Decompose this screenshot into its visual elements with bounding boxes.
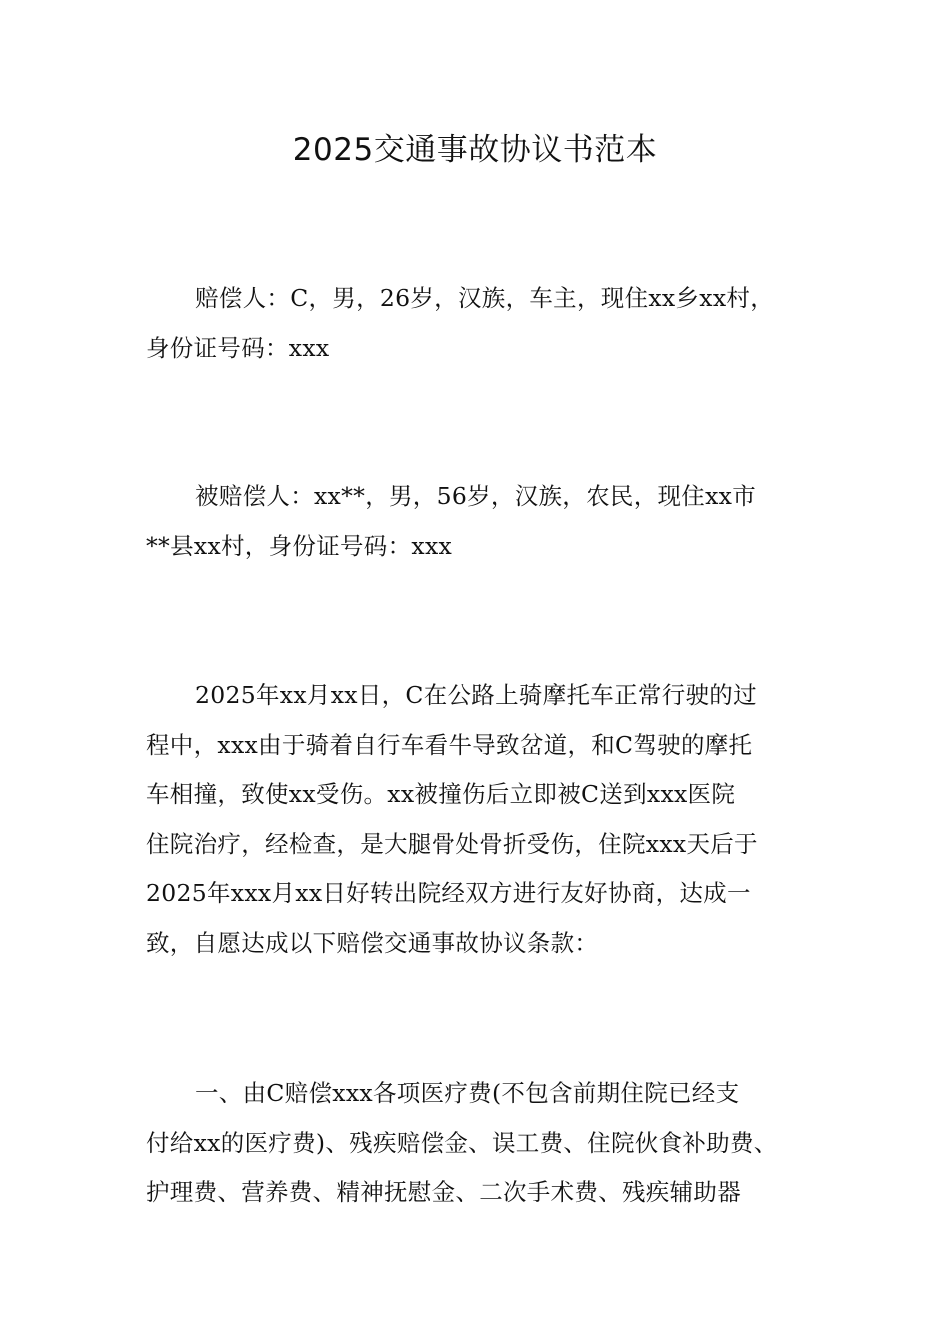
paragraph-clause-one (146, 1069, 810, 1218)
paragraph-line: 车相撞，致使xx受伤。xx被撞伤后立即被C送到xxx医院 (146, 780, 736, 808)
document-title: 2025交通事故协议书范本 (292, 132, 658, 168)
paragraph-line: **县xx村，身份证号码：xxx (146, 531, 453, 560)
paragraph-line: 付给xx的医疗费)、残疾赔偿金、误工费、住院伙食补助费、 (146, 1128, 778, 1157)
paragraph-line: 护理费、营养费、精神抚慰金、二次手术费、残疾辅助器 (146, 1178, 741, 1206)
paragraph-line: 赔偿人：C，男，26岁，汉族，车主，现住xx乡xx村， (195, 284, 774, 312)
paragraph-accident-description (146, 671, 810, 968)
paragraph-line: 一、由C赔偿xxx各项医疗费(不包含前期住院已经支 (195, 1079, 740, 1107)
paragraph-line: 被赔偿人：xx**，男，56岁，汉族，农民，现住xx市 (195, 482, 757, 510)
paragraph-line: 2025年xx月xx日，C在公路上骑摩托车正常行驶的过 (195, 681, 757, 709)
paragraph-line: 致，自愿达成以下赔偿交通事故协议条款： (146, 928, 599, 957)
paragraph-line: 身份证号码：xxx (146, 333, 330, 362)
paragraph-line: 住院治疗，经检查，是大腿骨处骨折受伤，住院xxx天后于 (146, 829, 758, 858)
paragraph-line: 程中，xxx由于骑着自行车看牛导致岔道，和C驾驶的摩托 (146, 730, 753, 759)
paragraph-line: 2025年xxx月xx日好转出院经双方进行友好协商，达成一 (146, 879, 751, 907)
paragraph-compensator (146, 274, 810, 373)
paragraph-compensated (146, 472, 810, 571)
